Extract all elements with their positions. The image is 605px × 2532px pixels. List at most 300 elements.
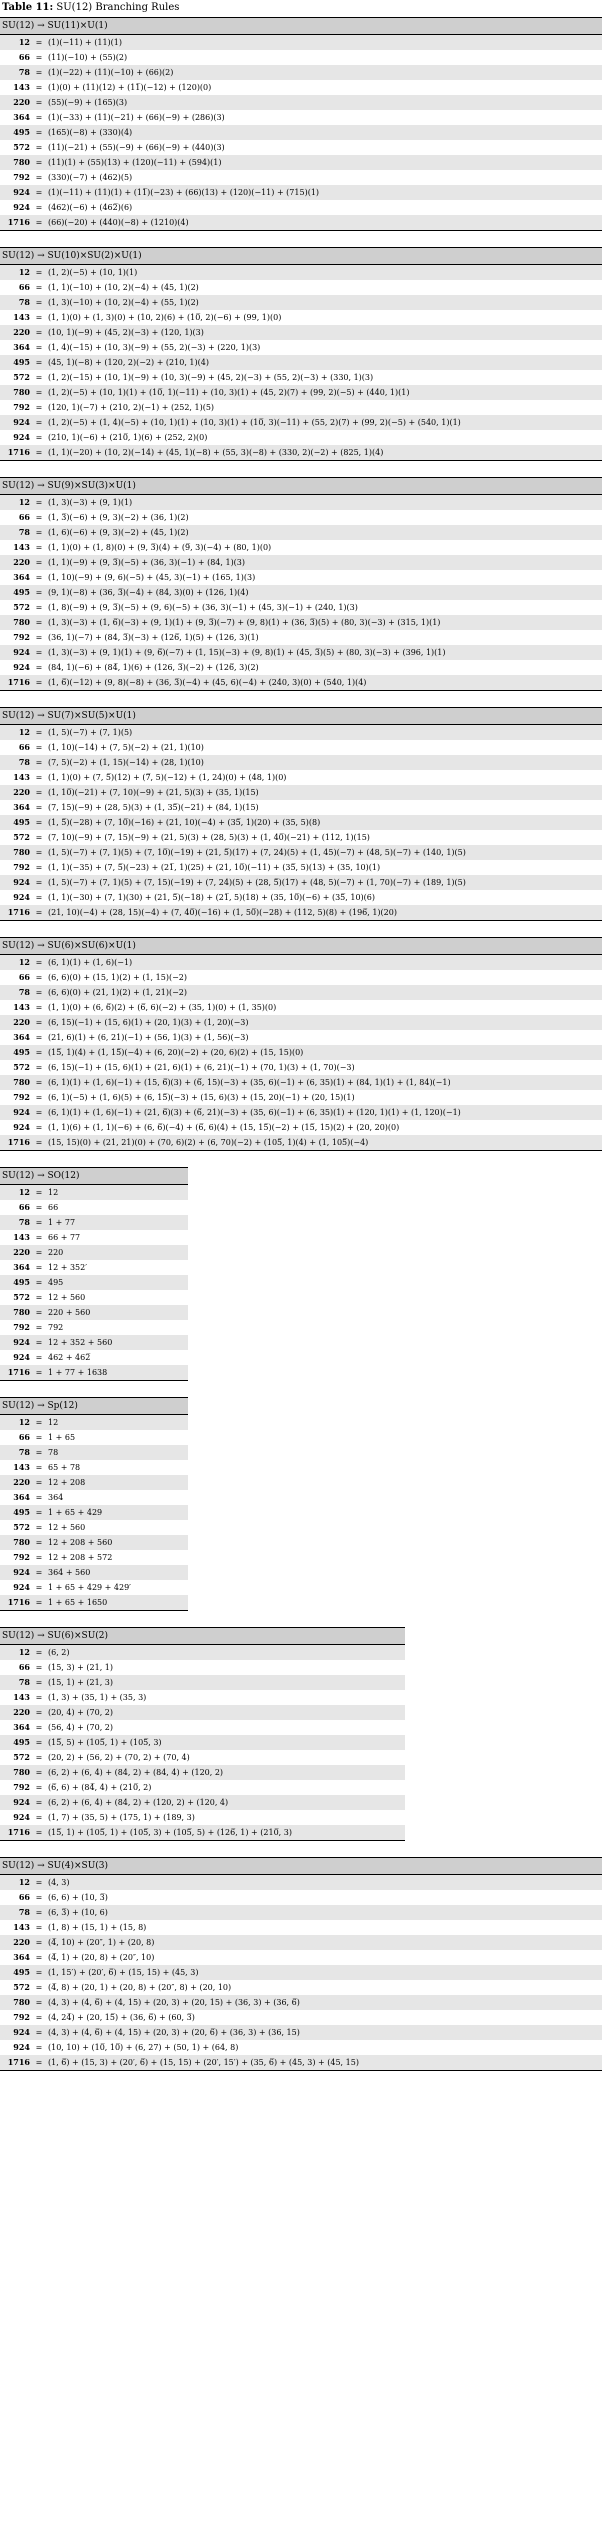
table-row (0, 1245, 188, 1260)
branching-decomposition: (6̅, 6) + (84̅, 4) + (210̅, 2) (46, 1780, 405, 1795)
table-row (0, 1030, 602, 1045)
table-row (0, 985, 602, 1000)
equals-sign: = (32, 50, 46, 65)
equals-sign: = (32, 215, 46, 231)
irrep-dimension: 78 (0, 1675, 32, 1690)
irrep-dimension: 924 (0, 2040, 32, 2055)
branching-decomposition: (1, 6̅) + (15, 3) + (20′, 6̅) + (15, 15) + (20′, 15′) + (35, 6̅) + (45, 3) + (45, 15) (46, 2055, 602, 2071)
equals-sign: = (32, 1980, 46, 1995)
branching-decomposition: (1, 3)(−10) + (10, 2)(−4) + (55, 1)(2) (46, 295, 602, 310)
branching-table (0, 1167, 188, 1381)
table-row (0, 1595, 188, 1611)
irrep-dimension: 66 (0, 280, 32, 295)
table-row (0, 1765, 405, 1780)
irrep-dimension: 12 (0, 1875, 32, 1891)
branching-decomposition: 462 + 462̅ (46, 1350, 188, 1365)
irrep-dimension: 572 (0, 370, 32, 385)
branching-decomposition: (1, 3) + (35, 1) + (35, 3) (46, 1690, 405, 1705)
equals-sign: = (32, 1825, 46, 1841)
section-header: SU(12) → SO(12) (0, 1168, 188, 1185)
table-row (0, 1185, 188, 1201)
equals-sign: = (32, 400, 46, 415)
irrep-dimension: 792 (0, 400, 32, 415)
branching-decomposition: (15̅, 1)(4) + (1, 15̅)(−4) + (6, 20)(−2) + (20, 6)(2) + (15, 15)(0) (46, 1045, 602, 1060)
branching-decomposition: 78 (46, 1445, 188, 1460)
branching-decomposition: (66)(−20) + (440)(−8) + (1210)(4) (46, 215, 602, 231)
branching-decomposition: (6, 2) (46, 1645, 405, 1661)
branching-decomposition: (1, 8) + (15, 1) + (15, 8) (46, 1920, 602, 1935)
branching-decomposition: (1, 8)(−9) + (9, 3̅)(−5) + (9, 6)(−5) + (36, 3)(−1) + (45, 3)(−1) + (240, 1)(3) (46, 600, 602, 615)
table-row (0, 1550, 188, 1565)
table-row (0, 140, 602, 155)
table-row (0, 265, 602, 281)
equals-sign: = (32, 1550, 46, 1565)
equals-sign: = (32, 1215, 46, 1230)
branching-decomposition: (7, 5)(−2) + (1, 15)(−14) + (28, 1)(10) (46, 755, 602, 770)
equals-sign: = (32, 860, 46, 875)
irrep-dimension: 495 (0, 1965, 32, 1980)
irrep-dimension: 364 (0, 1490, 32, 1505)
branching-decomposition: 12 + 208 (46, 1475, 188, 1490)
branching-decomposition: (210, 1)(−6) + (210̅, 1)(6) + (252, 2)(0) (46, 430, 602, 445)
equals-sign: = (32, 1535, 46, 1550)
equals-sign: = (32, 495, 46, 511)
table-row (0, 1320, 188, 1335)
table-row (0, 585, 602, 600)
branching-table (0, 1627, 405, 1841)
equals-sign: = (32, 755, 46, 770)
table-caption: SU(12) Branching Rules (56, 2, 180, 13)
branching-decomposition: (6, 1)(−5) + (1, 6)(5) + (6, 15̅)(−3) + (15, 6)(3) + (15, 20)(−1) + (20, 15)(1) (46, 1090, 602, 1105)
irrep-dimension: 12 (0, 1185, 32, 1201)
table-row (0, 955, 602, 971)
table-row (0, 1200, 188, 1215)
equals-sign: = (32, 2055, 46, 2071)
branching-decomposition: (1, 10)(−14) + (7, 5)(−2) + (21, 1)(10) (46, 740, 602, 755)
branching-table (0, 247, 602, 461)
equals-sign: = (32, 570, 46, 585)
irrep-dimension: 924 (0, 890, 32, 905)
table-row (0, 155, 602, 170)
branching-decomposition: 66 (46, 1200, 188, 1215)
branching-decomposition: (1, 1)(−20) + (10, 2)(−14) + (45, 1)(−8) + (55, 3)(−8) + (330, 2)(−2) + (825, 1)(4) (46, 445, 602, 461)
table-row (0, 95, 602, 110)
branching-rule-sections (0, 17, 605, 2071)
table-title (0, 0, 605, 17)
table-row (0, 1045, 602, 1060)
equals-sign: = (32, 80, 46, 95)
table-row (0, 1645, 405, 1661)
table-row (0, 1135, 602, 1151)
irrep-dimension: 364 (0, 340, 32, 355)
equals-sign: = (32, 955, 46, 971)
equals-sign: = (32, 1415, 46, 1431)
branching-decomposition: (4, 3) + (4, 6̅) + (4, 15) + (20, 3) + (20, 15) + (36, 3) + (36, 6̅) (46, 1995, 602, 2010)
irrep-dimension: 143 (0, 1000, 32, 1015)
equals-sign: = (32, 280, 46, 295)
table-row (0, 200, 602, 215)
table-row (0, 1060, 602, 1075)
equals-sign: = (32, 1000, 46, 1015)
branching-table (0, 1397, 188, 1611)
branching-decomposition: (6, 1)(1) + (1, 6)(−1) + (21, 6̅)(3) + (6̅, 21)(−3) + (35, 6)(−1) + (6, 35)(1) + (120, 1)(1) + (1, 120)(−1) (46, 1105, 602, 1120)
branching-decomposition: (1, 10̅)(−21) + (7, 10)(−9) + (21, 5)(3) + (35, 1)(15) (46, 785, 602, 800)
branching-decomposition: (6, 6)(0) + (21, 1)(2) + (1, 21)(−2) (46, 985, 602, 1000)
table-row (0, 525, 602, 540)
irrep-dimension: 924 (0, 415, 32, 430)
equals-sign: = (32, 155, 46, 170)
branching-table (0, 937, 602, 1151)
branching-decomposition: (1, 3̅)(−6) + (9, 3)(−2) + (36, 1)(2) (46, 510, 602, 525)
irrep-dimension: 220 (0, 1245, 32, 1260)
section-header: SU(12) → SU(6)×SU(6)×U(1) (0, 938, 602, 955)
table-row (0, 215, 602, 231)
branching-decomposition: 66 + 77 (46, 1230, 188, 1245)
irrep-dimension: 924 (0, 1335, 32, 1350)
table-row (0, 1105, 602, 1120)
irrep-dimension: 1716 (0, 905, 32, 921)
branching-decomposition: (20, 2) + (56, 2) + (70, 2) + (70, 4) (46, 1750, 405, 1765)
equals-sign: = (32, 1260, 46, 1275)
equals-sign: = (32, 1090, 46, 1105)
irrep-dimension: 143 (0, 1920, 32, 1935)
table-row (0, 600, 602, 615)
irrep-dimension: 78 (0, 1905, 32, 1920)
branching-decomposition: 12 (46, 1185, 188, 1201)
irrep-dimension: 12 (0, 35, 32, 51)
irrep-dimension: 924 (0, 1350, 32, 1365)
branching-decomposition: (9, 1)(−8) + (36, 3̅)(−4) + (84, 3)(0) + (126, 1)(4) (46, 585, 602, 600)
section-header: SU(12) → SU(10)×SU(2)×U(1) (0, 248, 602, 265)
irrep-dimension: 924 (0, 1795, 32, 1810)
equals-sign: = (32, 1795, 46, 1810)
branching-decomposition: (1)(−11) + (11)(1) + (11̅)(−23) + (66)(13) + (120)(−11) + (715)(1) (46, 185, 602, 200)
table-row (0, 1290, 188, 1305)
equals-sign: = (32, 1230, 46, 1245)
branching-decomposition: (165)(−8) + (330)(4) (46, 125, 602, 140)
irrep-dimension: 572 (0, 600, 32, 615)
irrep-dimension: 792 (0, 1780, 32, 1795)
branching-decomposition: (1, 3)(−3) + (9, 1)(1) + (9, 6̅)(−7) + (1, 15)(−3) + (9, 8)(1) + (45, 3̅)(5) + (80, 3)(−3) + (396, 1)(1) (46, 645, 602, 660)
equals-sign: = (32, 1920, 46, 1935)
branching-decomposition: 12 + 560 (46, 1520, 188, 1535)
table-row (0, 770, 602, 785)
branching-decomposition: (120, 1)(−7) + (210, 2)(−1) + (252, 1)(5) (46, 400, 602, 415)
branching-decomposition: (7, 15)(−9) + (28, 5)(3) + (1, 35̅)(−21) + (84, 1)(15) (46, 800, 602, 815)
table-row (0, 110, 602, 125)
branching-decomposition: 364 + 560 (46, 1565, 188, 1580)
branching-decomposition: 1 + 65 + 429 (46, 1505, 188, 1520)
equals-sign: = (32, 1965, 46, 1980)
table-row (0, 1875, 602, 1891)
irrep-dimension: 78 (0, 295, 32, 310)
branching-decomposition: 220 (46, 1245, 188, 1260)
branching-decomposition: (15̅, 1) + (105̅, 1) + (105̅, 3) + (105̅, 5) + (126̅, 1) + (210̅, 3) (46, 1825, 405, 1841)
section-header: SU(12) → SU(6)×SU(2) (0, 1628, 405, 1645)
irrep-dimension: 792 (0, 860, 32, 875)
equals-sign: = (32, 615, 46, 630)
table-row (0, 1305, 188, 1320)
branching-decomposition: (1, 2)(−5) + (1, 4)(−5) + (10, 1)(1) + (10, 3)(1) + (10̅, 3)(−11) + (55, 2)(7) + (99, 2)(−5) + (540, 1)(1) (46, 415, 602, 430)
branching-decomposition: 220 + 560 (46, 1305, 188, 1320)
table-row (0, 170, 602, 185)
section-header: SU(12) → SU(9)×SU(3)×U(1) (0, 478, 602, 495)
branching-decomposition: 12 (46, 1415, 188, 1431)
table-row (0, 1810, 405, 1825)
table-row (0, 615, 602, 630)
equals-sign: = (32, 970, 46, 985)
table-row (0, 875, 602, 890)
section-header: SU(12) → Sp(12) (0, 1398, 188, 1415)
equals-sign: = (32, 2010, 46, 2025)
table-row (0, 1580, 188, 1595)
irrep-dimension: 924 (0, 660, 32, 675)
table-row (0, 35, 602, 51)
irrep-dimension: 78 (0, 1445, 32, 1460)
branching-decomposition: 1 + 65 (46, 1430, 188, 1445)
table-row (0, 1260, 188, 1275)
table-row (0, 355, 602, 370)
table-row (0, 1015, 602, 1030)
table-row (0, 555, 602, 570)
irrep-dimension: 780 (0, 155, 32, 170)
branching-decomposition: (1, 1)(0) + (6, 6̅)(2) + (6̅, 6)(−2) + (35, 1)(0) + (1, 35)(0) (46, 1000, 602, 1015)
irrep-dimension: 66 (0, 50, 32, 65)
irrep-dimension: 364 (0, 1030, 32, 1045)
table-row (0, 325, 602, 340)
irrep-dimension: 364 (0, 110, 32, 125)
table-row (0, 660, 602, 675)
branching-decomposition: (6, 2) + (6, 4) + (84, 2) + (84, 4) + (120, 2) (46, 1765, 405, 1780)
equals-sign: = (32, 430, 46, 445)
irrep-dimension: 792 (0, 2010, 32, 2025)
branching-decomposition: (1, 1)(−9) + (9, 3̅)(−5) + (36, 3)(−1) + (84, 1)(3) (46, 555, 602, 570)
equals-sign: = (32, 1120, 46, 1135)
irrep-dimension: 143 (0, 1690, 32, 1705)
equals-sign: = (32, 1105, 46, 1120)
table-number: Table 11: (2, 2, 54, 13)
equals-sign: = (32, 645, 46, 660)
branching-decomposition: (1, 5̅)(−28) + (7, 10̅)(−16) + (21, 10)(−4) + (35̅, 1)(20) + (35, 5)(8) (46, 815, 602, 830)
branching-decomposition: (6, 1)(1) + (1, 6)(−1) + (15, 6̅)(3) + (6̅, 15)(−3) + (35, 6)(−1) + (6, 35)(1) + (84, 1)(1) + (1, 84)(−1) (46, 1075, 602, 1090)
branching-decomposition: (1, 7) + (35, 5) + (175, 1) + (189, 3) (46, 1810, 405, 1825)
irrep-dimension: 924 (0, 1120, 32, 1135)
table-row (0, 1230, 188, 1245)
equals-sign: = (32, 1565, 46, 1580)
branching-decomposition: (1, 5)(−7) + (7, 1)(5) + (7, 10̅)(−19) + (21, 5̅)(17) + (7, 24)(5) + (1, 45)(−7) + (48, 5)(−7) + (140, 1)(5) (46, 845, 602, 860)
table-row (0, 1890, 602, 1905)
equals-sign: = (32, 510, 46, 525)
equals-sign: = (32, 445, 46, 461)
irrep-dimension: 792 (0, 630, 32, 645)
irrep-dimension: 364 (0, 1260, 32, 1275)
irrep-dimension: 1716 (0, 2055, 32, 2071)
table-row (0, 1705, 405, 1720)
irrep-dimension: 572 (0, 830, 32, 845)
equals-sign: = (32, 95, 46, 110)
branching-table (0, 707, 602, 921)
equals-sign: = (32, 905, 46, 921)
table-row (0, 1275, 188, 1290)
irrep-dimension: 780 (0, 1305, 32, 1320)
equals-sign: = (32, 830, 46, 845)
equals-sign: = (32, 1645, 46, 1661)
equals-sign: = (32, 325, 46, 340)
irrep-dimension: 572 (0, 1980, 32, 1995)
table-row (0, 1335, 188, 1350)
equals-sign: = (32, 1810, 46, 1825)
branching-decomposition: (4̅, 8) + (20, 1) + (20, 8) + (20″, 8) + (20, 10) (46, 1980, 602, 1995)
equals-sign: = (32, 1430, 46, 1445)
equals-sign: = (32, 1735, 46, 1750)
table-row (0, 1935, 602, 1950)
branching-decomposition: (1, 2)(−5) + (10, 1)(1) + (10̅, 1)(−11) + (10, 3)(1) + (45, 2)(7) + (99, 2)(−5) + (440, 1)(1) (46, 385, 602, 400)
equals-sign: = (32, 2040, 46, 2055)
branching-decomposition: (1, 5)(−7) + (7, 1)(5) (46, 725, 602, 741)
table-row (0, 1215, 188, 1230)
irrep-dimension: 572 (0, 1750, 32, 1765)
equals-sign: = (32, 1185, 46, 1201)
equals-sign: = (32, 585, 46, 600)
equals-sign: = (32, 785, 46, 800)
equals-sign: = (32, 265, 46, 281)
branching-decomposition: (55)(−9) + (165)(3) (46, 95, 602, 110)
irrep-dimension: 364 (0, 800, 32, 815)
table-row (0, 1735, 405, 1750)
branching-decomposition: (1, 6̅)(−12) + (9, 8)(−8) + (36, 3̅)(−4) + (45, 6)(−4) + (240, 3)(0) + (540, 1)(4) (46, 675, 602, 691)
equals-sign: = (32, 890, 46, 905)
equals-sign: = (32, 110, 46, 125)
branching-decomposition: (21, 6)(1) + (6, 21)(−1) + (56, 1)(3) + (1, 56)(−3) (46, 1030, 602, 1045)
table-row (0, 1490, 188, 1505)
equals-sign: = (32, 1505, 46, 1520)
table-row (0, 1535, 188, 1550)
table-row (0, 1950, 602, 1965)
table-row (0, 630, 602, 645)
branching-decomposition: (1, 2)(−15) + (10, 1)(−9) + (10, 3)(−9) + (45, 2)(−3) + (55, 2)(−3) + (330, 1)(3) (46, 370, 602, 385)
irrep-dimension: 66 (0, 1890, 32, 1905)
table-row (0, 570, 602, 585)
table-row (0, 1965, 602, 1980)
table-row (0, 860, 602, 875)
branching-decomposition: (6, 15)(−1) + (15, 6)(1) + (21, 6)(1) + (6, 21)(−1) + (70, 1)(3) + (1, 70)(−3) (46, 1060, 602, 1075)
branching-decomposition: (1, 3)(−3) + (9, 1)(1) (46, 495, 602, 511)
table-row (0, 1350, 188, 1365)
branching-decomposition: (1, 1)(0) + (7, 5̅)(12) + (7̅, 5)(−12) + (1, 24)(0) + (48, 1)(0) (46, 770, 602, 785)
irrep-dimension: 143 (0, 1460, 32, 1475)
branching-decomposition: (1)(−33) + (11)(−21) + (66)(−9) + (286)(3) (46, 110, 602, 125)
branching-decomposition: (11)(−21) + (55)(−9) + (66)(−9) + (440)(3) (46, 140, 602, 155)
equals-sign: = (32, 185, 46, 200)
irrep-dimension: 780 (0, 385, 32, 400)
table-row (0, 970, 602, 985)
table-row (0, 1675, 405, 1690)
branching-decomposition: (7, 10)(−9) + (7, 15)(−9) + (21, 5)(3) + (28, 5)(3) + (1, 40̅)(−21) + (112, 1)(15) (46, 830, 602, 845)
irrep-dimension: 12 (0, 1415, 32, 1431)
equals-sign: = (32, 555, 46, 570)
equals-sign: = (32, 125, 46, 140)
irrep-dimension: 924 (0, 1580, 32, 1595)
irrep-dimension: 66 (0, 1200, 32, 1215)
equals-sign: = (32, 675, 46, 691)
table-row (0, 65, 602, 80)
irrep-dimension: 495 (0, 1275, 32, 1290)
table-row (0, 370, 602, 385)
branching-decomposition: 1 + 77 (46, 1215, 188, 1230)
irrep-dimension: 12 (0, 265, 32, 281)
equals-sign: = (32, 355, 46, 370)
irrep-dimension: 143 (0, 540, 32, 555)
irrep-dimension: 364 (0, 570, 32, 585)
table-row (0, 495, 602, 511)
equals-sign: = (32, 985, 46, 1000)
equals-sign: = (32, 1780, 46, 1795)
equals-sign: = (32, 1015, 46, 1030)
equals-sign: = (32, 1905, 46, 1920)
branching-decomposition: (4̅, 1) + (20, 8) + (20″, 10) (46, 1950, 602, 1965)
irrep-dimension: 495 (0, 125, 32, 140)
irrep-dimension: 66 (0, 740, 32, 755)
table-row (0, 800, 602, 815)
table-row (0, 845, 602, 860)
branching-decomposition: 12 + 352 + 560 (46, 1335, 188, 1350)
irrep-dimension: 220 (0, 1015, 32, 1030)
table-row (0, 445, 602, 461)
equals-sign: = (32, 310, 46, 325)
table-row (0, 1475, 188, 1490)
equals-sign: = (32, 1350, 46, 1365)
table-row (0, 1980, 602, 1995)
branching-decomposition: (1, 4)(−15) + (10, 3)(−9) + (55, 2)(−3) + (220, 1)(3) (46, 340, 602, 355)
irrep-dimension: 792 (0, 1320, 32, 1335)
table-row (0, 785, 602, 800)
equals-sign: = (32, 875, 46, 890)
equals-sign: = (32, 35, 46, 51)
equals-sign: = (32, 1675, 46, 1690)
equals-sign: = (32, 1200, 46, 1215)
table-row (0, 1750, 405, 1765)
table-row (0, 1780, 405, 1795)
branching-table (0, 17, 602, 231)
branching-decomposition: 1 + 65 + 1650 (46, 1595, 188, 1611)
branching-decomposition: (1, 6)(−6) + (9, 3)(−2) + (45, 1)(2) (46, 525, 602, 540)
equals-sign: = (32, 1995, 46, 2010)
equals-sign: = (32, 1690, 46, 1705)
branching-decomposition: (21, 10)(−4) + (28, 15)(−4) + (7, 40̅)(−16) + (1, 50̅)(−28) + (112, 5)(8) + (196̅, 1)(20) (46, 905, 602, 921)
branching-decomposition: (4, 24̅) + (20, 15̅) + (36, 6̅) + (60, 3̅) (46, 2010, 602, 2025)
equals-sign: = (32, 1660, 46, 1675)
irrep-dimension: 12 (0, 955, 32, 971)
table-row (0, 510, 602, 525)
equals-sign: = (32, 1890, 46, 1905)
irrep-dimension: 364 (0, 1950, 32, 1965)
equals-sign: = (32, 1075, 46, 1090)
irrep-dimension: 1716 (0, 675, 32, 691)
irrep-dimension: 1716 (0, 1595, 32, 1611)
branching-decomposition: 1 + 65 + 429 + 429′ (46, 1580, 188, 1595)
irrep-dimension: 924 (0, 1565, 32, 1580)
equals-sign: = (32, 1950, 46, 1965)
equals-sign: = (32, 2025, 46, 2040)
table-row (0, 1430, 188, 1445)
branching-decomposition: 12 + 352′ (46, 1260, 188, 1275)
table-row (0, 1090, 602, 1105)
equals-sign: = (32, 1460, 46, 1475)
branching-decomposition: (6, 6)(0) + (15, 1)(2) + (1, 15)(−2) (46, 970, 602, 985)
irrep-dimension: 572 (0, 140, 32, 155)
branching-decomposition: (15, 1) + (21, 3) (46, 1675, 405, 1690)
table-row (0, 1690, 405, 1705)
